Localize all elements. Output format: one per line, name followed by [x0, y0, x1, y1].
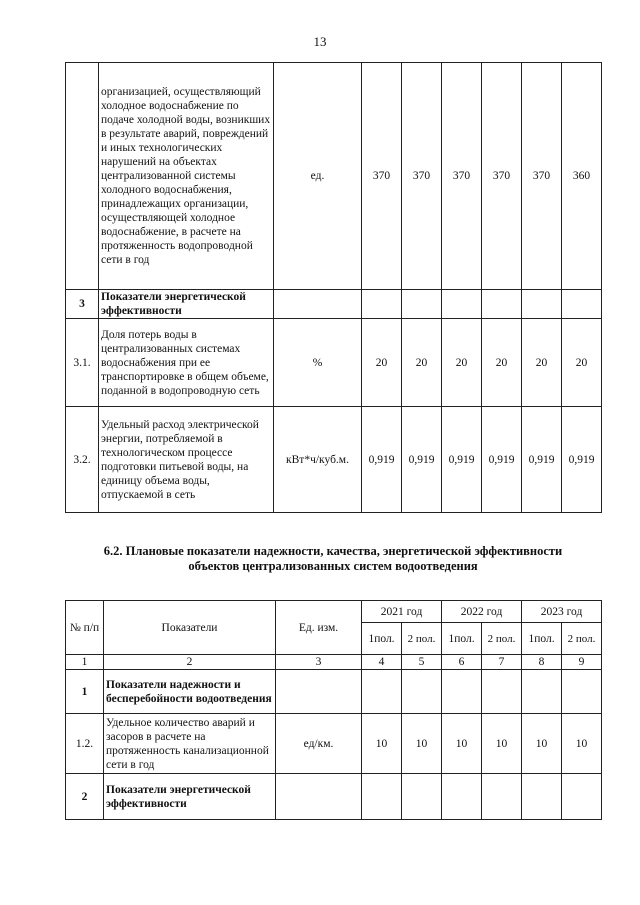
header-row	[66, 601, 602, 623]
value-cell: 20	[482, 319, 522, 407]
value-cell: 20	[562, 319, 602, 407]
value-cell	[362, 774, 402, 820]
section-title-line: объектов централизованных систем водоотведения	[188, 559, 478, 573]
value-cell: 20	[362, 319, 402, 407]
table-row	[66, 63, 602, 290]
value-cell	[482, 290, 522, 319]
index-cell: 9	[562, 655, 602, 670]
value-cell	[522, 774, 562, 820]
value-cell: 360	[562, 63, 602, 290]
value-cell	[482, 670, 522, 714]
value-cell: 0,919	[482, 407, 522, 513]
table-row	[66, 319, 602, 407]
row-number: 1.2.	[66, 714, 104, 774]
header-unit: Ед. изм.	[276, 601, 362, 655]
table-row	[66, 290, 602, 319]
table-row	[66, 714, 602, 774]
table-row	[66, 407, 602, 513]
value-cell: 10	[562, 714, 602, 774]
value-cell: 10	[362, 714, 402, 774]
value-cell	[522, 290, 562, 319]
indicator-name: Доля потерь воды в централизованных системах водоснабжения при ее транспортировке в общем объеме, поданной в водопроводную сеть	[99, 319, 274, 407]
page-number: 13	[313, 34, 327, 49]
unit	[276, 774, 362, 820]
value-cell: 10	[522, 714, 562, 774]
index-cell: 1	[66, 655, 104, 670]
section-number: 3	[66, 290, 99, 319]
value-cell	[402, 290, 442, 319]
index-row	[66, 655, 602, 670]
value-cell: 0,919	[362, 407, 402, 513]
value-cell: 370	[402, 63, 442, 290]
unit: кВт*ч/куб.м.	[274, 407, 362, 513]
index-cell: 2	[104, 655, 276, 670]
index-cell: 5	[402, 655, 442, 670]
indicator-name: Удельный расход электрической энергии, потребляемой в технологическом процессе подготовки питьевой воды, на единицу объема воды, отпускаемой в сеть	[99, 407, 274, 513]
indicator-name: организацией, осуществляющий холодное водоснабжение по подаче холодной воды, возникших в результате аварий, повреждений и иных технологических нарушений на объектах централизованной системы холодного водоснабжения, принадлежащих организации, осуществляющей холодное водоснабжение, в расчете на протяженность водопроводной сети в год	[99, 63, 274, 290]
header-num: № п/п	[66, 601, 104, 655]
value-cell: 10	[402, 714, 442, 774]
unit: ед.	[274, 63, 362, 290]
header-year: 2023 год	[522, 601, 602, 623]
header-year: 2021 год	[362, 601, 442, 623]
index-cell: 3	[276, 655, 362, 670]
value-cell	[442, 774, 482, 820]
value-cell: 10	[482, 714, 522, 774]
value-cell	[402, 670, 442, 714]
row-number: 3.1.	[66, 319, 99, 407]
value-cell: 0,919	[522, 407, 562, 513]
section-name: Показатели надежности и бесперебойности водоотведения	[104, 670, 276, 714]
table-row	[66, 774, 602, 820]
unit	[274, 290, 362, 319]
header-half: 1пол.	[522, 623, 562, 655]
header-half: 2 пол.	[482, 623, 522, 655]
value-cell	[562, 774, 602, 820]
section-number: 2	[66, 774, 104, 820]
header-year: 2022 год	[442, 601, 522, 623]
table-row	[66, 670, 602, 714]
wastewater-indicators-table	[65, 600, 602, 820]
value-cell: 20	[522, 319, 562, 407]
value-cell	[442, 290, 482, 319]
header-half: 1пол.	[362, 623, 402, 655]
header-half: 2 пол.	[562, 623, 602, 655]
section-title	[60, 544, 606, 574]
index-cell: 7	[482, 655, 522, 670]
value-cell	[362, 670, 402, 714]
water-supply-indicators-table	[65, 62, 602, 513]
section-number: 1	[66, 670, 104, 714]
value-cell	[362, 290, 402, 319]
value-cell: 10	[442, 714, 482, 774]
value-cell	[562, 670, 602, 714]
value-cell: 0,919	[402, 407, 442, 513]
unit: ед/км.	[276, 714, 362, 774]
value-cell	[482, 774, 522, 820]
value-cell: 370	[482, 63, 522, 290]
section-name: Показатели энергетической эффективности	[99, 290, 274, 319]
row-number: 3.2.	[66, 407, 99, 513]
section-name: Показатели энергетической эффективности	[104, 774, 276, 820]
value-cell: 370	[522, 63, 562, 290]
value-cell: 0,919	[442, 407, 482, 513]
header-half: 2 пол.	[402, 623, 442, 655]
value-cell	[442, 670, 482, 714]
header-indicators: Показатели	[104, 601, 276, 655]
section-title-line: 6.2. Плановые показатели надежности, качества, энергетической эффективности	[103, 544, 563, 558]
unit: %	[274, 319, 362, 407]
index-cell: 6	[442, 655, 482, 670]
index-cell: 4	[362, 655, 402, 670]
value-cell	[562, 290, 602, 319]
row-number	[66, 63, 99, 290]
value-cell	[402, 774, 442, 820]
indicator-name: Удельное количество аварий и засоров в расчете на протяженность канализационной сети в год	[104, 714, 276, 774]
value-cell: 20	[402, 319, 442, 407]
index-cell: 8	[522, 655, 562, 670]
unit	[276, 670, 362, 714]
value-cell: 370	[362, 63, 402, 290]
value-cell	[522, 670, 562, 714]
value-cell: 0,919	[562, 407, 602, 513]
value-cell: 370	[442, 63, 482, 290]
value-cell: 20	[442, 319, 482, 407]
header-half: 1пол.	[442, 623, 482, 655]
